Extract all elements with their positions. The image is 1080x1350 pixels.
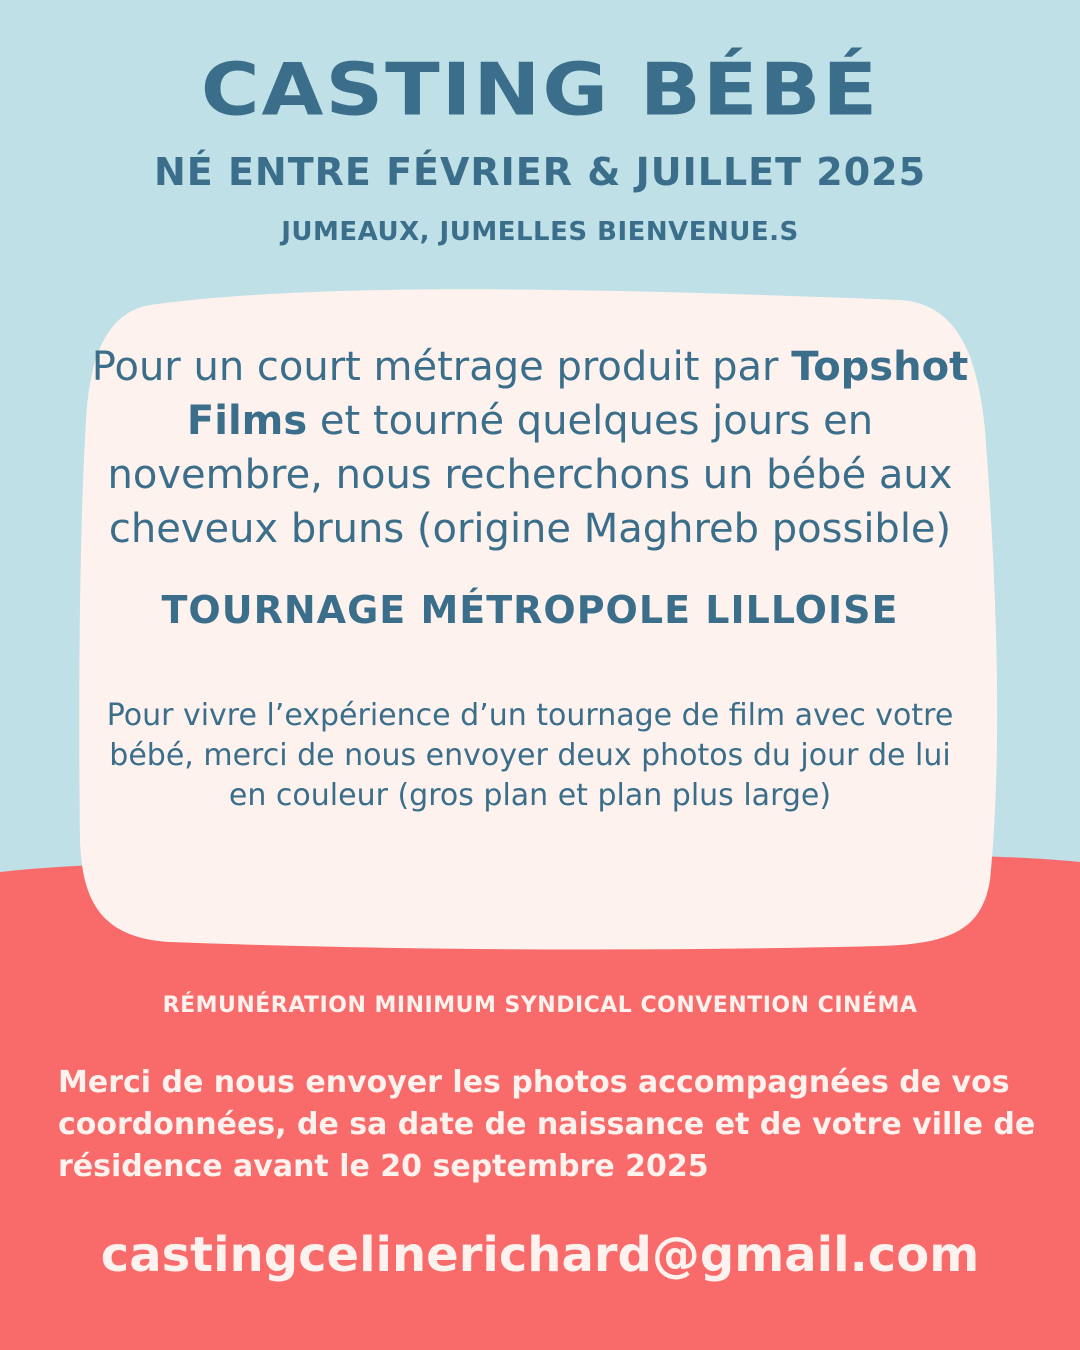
intro-before: Pour un court métrage produit par: [91, 344, 792, 390]
contact-email[interactable]: castingcelinerichard@gmail.com: [100, 1227, 980, 1283]
twins-tagline: JUMEAUX, JUMELLES BIENVENUE.S: [281, 217, 799, 247]
intro-after: et tourné quelques jours en novembre, nous recherchons un bébé aux cheveux bruns (origine Maghreb possible): [107, 398, 953, 552]
experience-text: Pour vivre l’expérience d’un tournage de film avec votre bébé, merci de nous envoyer deux photos du jour de lui en couleur (gros plan et plan plus large): [106, 698, 954, 813]
company-name: Topshot Films: [186, 344, 969, 444]
intro-text: [90, 340, 970, 556]
birth-range-subtitle: NÉ ENTRE FÉVRIER & JUILLET 2025: [153, 150, 927, 194]
remuneration-note: RÉMUNÉRATION MINIMUM SYNDICAL CONVENTION CINÉMA: [162, 993, 918, 1018]
shooting-location: TOURNAGE MÉTROPOLE LILLOISE: [161, 588, 899, 632]
page-title: CASTING BÉBÉ: [200, 47, 880, 132]
info-card-content: [90, 340, 970, 816]
submission-instructions: Merci de nous envoyer les photos accompagnées de vos coordonnées, de sa date de naissance et de votre ville de résidence avant le 20 septembre 2025: [58, 1065, 1036, 1184]
